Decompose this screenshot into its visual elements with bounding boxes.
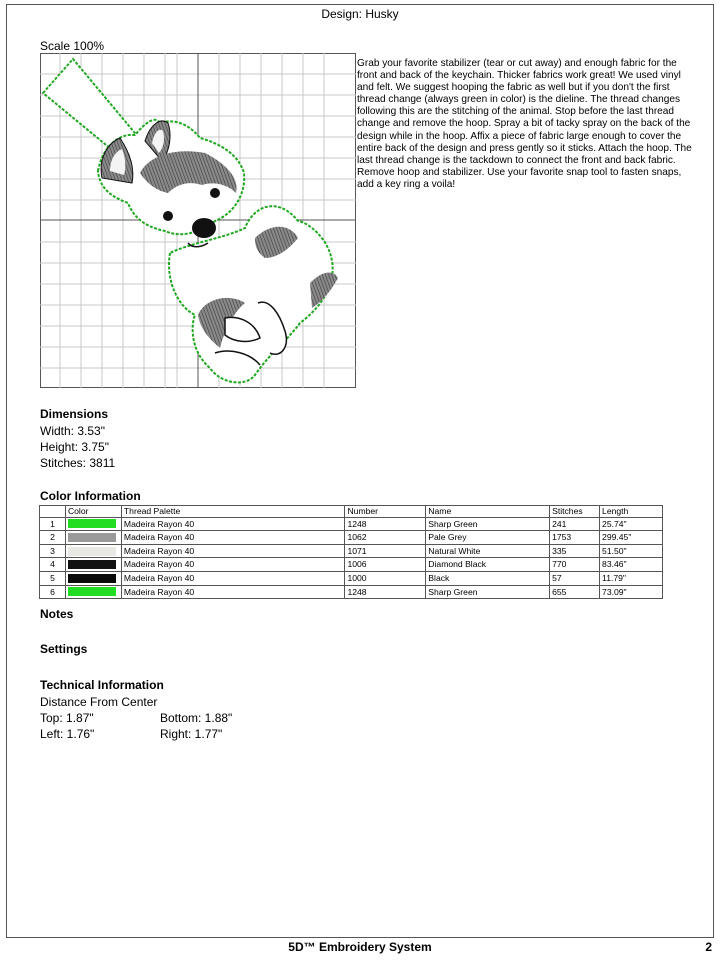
left-distance: Left: 1.76" [40, 727, 95, 741]
color-swatch [68, 574, 116, 583]
technical-info-heading: Technical Information [40, 678, 164, 692]
footer-system: 5D™ Embroidery System [288, 940, 432, 954]
table-row [40, 571, 663, 585]
thread-stitches: 57 [550, 571, 600, 585]
thread-palette: Madeira Rayon 40 [121, 544, 345, 558]
thread-palette: Madeira Rayon 40 [121, 517, 345, 531]
row-index: 4 [40, 558, 66, 572]
thread-name: Natural White [426, 544, 550, 558]
design-title: Design: Husky [321, 7, 399, 21]
color-swatch [68, 587, 116, 596]
thread-palette: Madeira Rayon 40 [121, 531, 345, 545]
thread-name: Sharp Green [426, 517, 550, 531]
thread-stitches: 241 [550, 517, 600, 531]
page-number: 2 [705, 940, 712, 954]
thread-name: Black [426, 571, 550, 585]
table-row [40, 531, 663, 545]
thread-palette: Madeira Rayon 40 [121, 558, 345, 572]
thread-palette: Madeira Rayon 40 [121, 585, 345, 599]
top-distance: Top: 1.87" [40, 711, 94, 725]
column-header: Color [65, 506, 121, 518]
table-row [40, 517, 663, 531]
settings-heading: Settings [40, 642, 88, 656]
thread-name: Pale Grey [426, 531, 550, 545]
distance-subheading: Distance From Center [40, 695, 158, 709]
column-header: Thread Palette [121, 506, 345, 518]
row-index: 2 [40, 531, 66, 545]
thread-length: 11.79" [600, 571, 663, 585]
stitches-value: Stitches: 3811 [40, 456, 116, 470]
thread-stitches: 655 [550, 585, 600, 599]
thread-number: 1062 [345, 531, 426, 545]
thread-palette: Madeira Rayon 40 [121, 571, 345, 585]
right-distance: Right: 1.77" [160, 727, 223, 741]
table-row [40, 585, 663, 599]
design-preview [40, 53, 356, 388]
thread-number: 1248 [345, 585, 426, 599]
color-info-heading: Color Information [40, 489, 141, 503]
dimensions-heading: Dimensions [40, 407, 109, 421]
thread-stitches: 770 [550, 558, 600, 572]
column-header [40, 506, 66, 518]
notes-heading: Notes [40, 607, 74, 621]
thread-stitches: 335 [550, 544, 600, 558]
thread-length: 83.46" [600, 558, 663, 572]
column-header: Number [345, 506, 426, 518]
thread-length: 25.74" [600, 517, 663, 531]
thread-name: Sharp Green [426, 585, 550, 599]
bottom-distance: Bottom: 1.88" [160, 711, 233, 725]
thread-name: Diamond Black [426, 558, 550, 572]
thread-length: 73.09" [600, 585, 663, 599]
column-header: Stitches [550, 506, 600, 518]
color-swatch [68, 560, 116, 569]
thread-stitches: 1753 [550, 531, 600, 545]
scale-label: Scale 100% [40, 39, 105, 53]
table-row [40, 558, 663, 572]
design-description: Grab your favorite stabilizer (tear or cut away) and enough fabric for the front and back of the keychain. Thicker fabrics work great! We used vinyl and felt. We suggest hooping the fabric as well but if you don't the first thread change (always green in color) is the dieline. The thread changes following this are the stitching of the animal. Stop before the last thread change and remove the hoop. Spray a bit of tacky spray on the back of the design while in the hoop. Affix a piece of fabric large enough to cover the entire back of the design and press gently so it sticks. Attach the hoop. The last thread change is the tackdown to connect the front and back fabric. Remove hoop and stabilizer. Use your favorite snap tool to fasten snaps, add a key ring a voila! [357, 58, 692, 190]
thread-length: 51.50" [600, 544, 663, 558]
thread-number: 1248 [345, 517, 426, 531]
column-header: Length [600, 506, 663, 518]
color-swatch [68, 547, 116, 556]
color-table [39, 505, 663, 599]
row-index: 5 [40, 571, 66, 585]
height-value: Height: 3.75" [40, 440, 109, 454]
table-header-row [40, 506, 663, 518]
width-value: Width: 3.53" [40, 424, 105, 438]
color-swatch [68, 533, 116, 542]
row-index: 6 [40, 585, 66, 599]
row-index: 3 [40, 544, 66, 558]
thread-number: 1000 [345, 571, 426, 585]
row-index: 1 [40, 517, 66, 531]
column-header: Name [426, 506, 550, 518]
table-row [40, 544, 663, 558]
thread-number: 1071 [345, 544, 426, 558]
color-swatch [68, 519, 116, 528]
husky-embroidery-image [40, 53, 356, 388]
thread-number: 1006 [345, 558, 426, 572]
thread-length: 299.45" [600, 531, 663, 545]
